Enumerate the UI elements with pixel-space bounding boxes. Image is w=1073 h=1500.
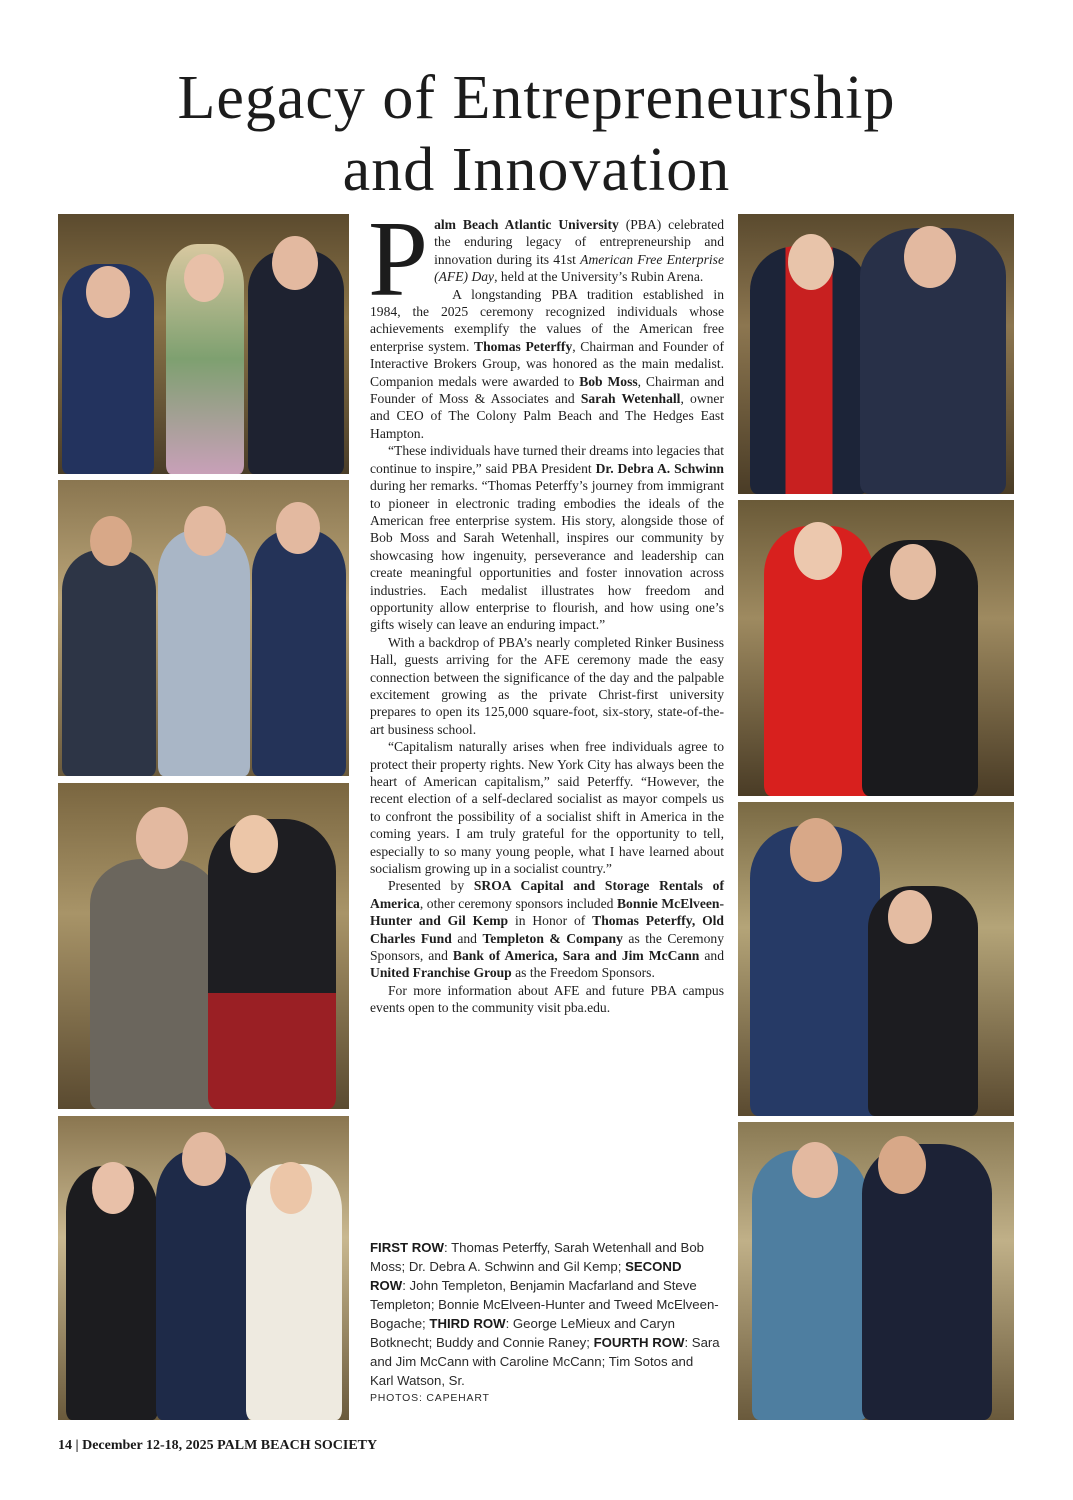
article-paragraph-7: For more information about AFE and future PBA campus events open to the community visit pba.edu. bbox=[370, 982, 724, 1016]
article-paragraph-1 bbox=[368, 200, 725, 319]
caption-row-label: FIRST ROW bbox=[370, 1240, 444, 1255]
photo-mcelveen-hunter-mcelveen-bogache bbox=[738, 500, 1014, 796]
bold-name: Thomas Peterffy, Old Charles Fund bbox=[370, 913, 724, 946]
afe-day-title: American Free Enterprise (AFE) Day bbox=[434, 251, 724, 285]
photo-credit: PHOTOS: CAPEHART bbox=[370, 1392, 490, 1404]
photo-captions bbox=[370, 1238, 720, 1405]
bold-name: Sarah Wetenhall bbox=[580, 391, 681, 407]
headline bbox=[0, 62, 1073, 206]
article-text: in Honor of bbox=[508, 913, 593, 929]
caption-row-label: SECOND ROW bbox=[370, 1259, 682, 1293]
article-paragraph-4: With a backdrop of PBA’s nearly completed Rinker Business Hall, guests arriving for the AFE ceremony made the easy connection between the significance of the day and the palpable excitement growing as the private Christ-first university prepares to open its 125,000 square-foot, six-story, state-of-the-art business school. bbox=[370, 634, 724, 737]
caption-text: : George LeMieux and Caryn Botknecht; Buddy and Connie Raney; bbox=[370, 1316, 675, 1350]
article-text: during her remarks. “Thomas Peterffy’s journey from immigrant to pioneer in electronic trading embodies the ideals of the American free enterprise system. His story, alongside those of Bob Moss and Sarah Wetenhall, inspires our community by showcasing how ingenuity, perseverance and leadership can create meaningful opportunities and foster innovation across industries. Each medalist illustrates how freedom and opportunity allow enterprise to flourish, and how using one’s gifts wisely can leave an enduring impact.” bbox=[370, 478, 724, 633]
photo-templeton-macfarland-templeton bbox=[58, 480, 349, 776]
article-body bbox=[368, 200, 725, 1017]
bold-name: Bank of America, Sara and Jim McCann bbox=[452, 948, 700, 964]
page-footer: 14 | December 12-18, 2025 PALM BEACH SOCIETY bbox=[58, 1438, 378, 1453]
photo-schwinn-kemp bbox=[738, 214, 1014, 494]
bold-name: SROA Capital and Storage Rentals of America bbox=[370, 878, 724, 911]
article-text: , other ceremony sponsors included bbox=[419, 895, 617, 911]
bold-name: Thomas Peterffy bbox=[474, 338, 573, 354]
bold-name: Dr. Debra A. Schwinn bbox=[595, 460, 724, 476]
article-text: and bbox=[451, 930, 483, 946]
caption-row-label: FOURTH ROW bbox=[593, 1335, 685, 1350]
caption-text: : Thomas Peterffy, Sarah Wetenhall and Bob Moss; Dr. Debra A. Schwinn and Gil Kemp; bbox=[370, 1240, 704, 1274]
article-text: , Chairman and Founder of Interactive Brokers Group, was honored as the main medalist. Companion medals were awarded to bbox=[370, 338, 724, 389]
article-text: “These individuals have turned their dreams into legacies that continue to inspire,” said PBA President bbox=[370, 443, 724, 476]
bold-name: Bob Moss bbox=[579, 373, 638, 389]
article-paragraph-5: “Capitalism naturally arises when free individuals agree to protect their property rights. New York City has always been the heart of American capitalism,” said Peterffy. “However, the recent election of a self-declared socialist as mayor compels us to confront the possibility of a socialist shift in America in the coming years. I am truly grateful for the opportunity to tell, especially to so many young people, what I have learned about socialism growing up in a socialist country.” bbox=[370, 739, 724, 877]
headline-line-1: Legacy of Entrepreneurship bbox=[177, 64, 896, 132]
caption-text: : John Templeton, Benjamin Macfarland and Steve Templeton; Bonnie McElveen-Hunter and Tweed McElveen-Bogache; bbox=[370, 1278, 719, 1331]
article-text: and bbox=[699, 948, 724, 964]
article-paragraph-6 bbox=[370, 877, 724, 981]
photo-peterffy-wetenhall-moss bbox=[58, 214, 349, 474]
caption-text: : Sara and Jim McCann with Caroline McCann; Tim Sotos and Karl Watson, Sr. bbox=[370, 1335, 720, 1388]
article-text: as the Freedom Sponsors. bbox=[511, 965, 655, 981]
article-text: A longstanding PBA tradition established in 1984, the 2025 ceremony recognized individuals whose achievements exemplify the values of the American free enterprise system. bbox=[370, 286, 724, 354]
article-paragraph-3 bbox=[370, 442, 724, 633]
article-text: , held at the University’s Rubin Arena. bbox=[494, 269, 704, 285]
photo-lemieux-botknecht bbox=[58, 783, 349, 1109]
article-text: , owner and CEO of The Colony Palm Beach and The Hedges East Hampton. bbox=[370, 391, 724, 441]
bold-name: United Franchise Group bbox=[370, 965, 512, 981]
article-text: , Chairman and Founder of Moss & Associates and bbox=[370, 373, 724, 407]
article-text: Presented by bbox=[388, 878, 474, 894]
article-paragraph-2 bbox=[370, 286, 724, 443]
article-text: (PBA) celebrated the enduring legacy of entrepreneurship and innovation during its 41st bbox=[434, 217, 725, 267]
headline-line-2: and Innovation bbox=[342, 136, 731, 204]
caption-row-label: THIRD ROW bbox=[429, 1316, 506, 1331]
bold-name: Templeton & Company bbox=[482, 930, 623, 946]
article-text: as the Ceremony Sponsors, and bbox=[370, 930, 724, 964]
pba-name: alm Beach Atlantic University bbox=[434, 217, 619, 232]
photo-raney bbox=[738, 802, 1014, 1116]
photo-mccann-family bbox=[58, 1116, 349, 1420]
bold-name: Bonnie McElveen-Hunter and Gil Kemp bbox=[370, 895, 724, 929]
photo-sotos-watson bbox=[738, 1122, 1014, 1420]
drop-cap: P bbox=[368, 200, 429, 319]
